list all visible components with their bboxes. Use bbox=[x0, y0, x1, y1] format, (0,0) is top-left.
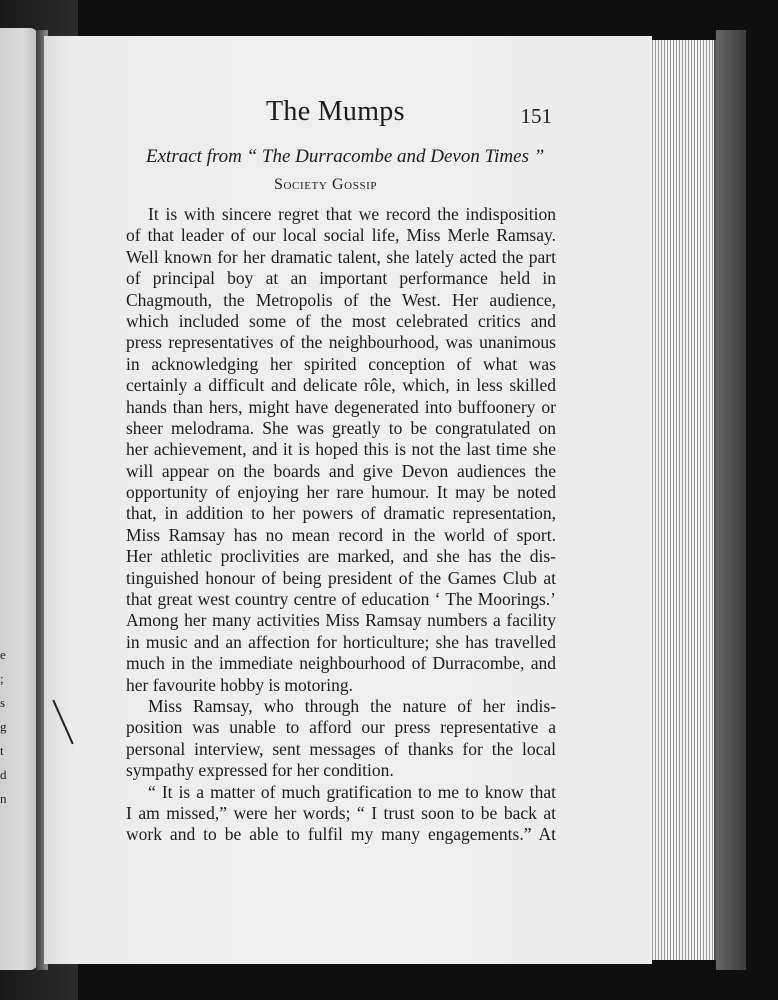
running-head bbox=[92, 96, 562, 132]
text-line: work and to be able to fulfil my many engagements.” At bbox=[126, 824, 556, 845]
previous-page-fragment: e bbox=[0, 647, 6, 662]
page-number: 151 bbox=[520, 104, 552, 128]
text-line: will appear on the boards and give Devon audiences the bbox=[126, 460, 556, 481]
text-line: Her athletic proclivities are marked, and she has the dis- bbox=[126, 546, 556, 567]
text-line: Miss Ramsay, who through the nature of her indis- bbox=[148, 695, 556, 716]
text-line: of principal boy at an important performance held in bbox=[126, 268, 556, 289]
text-line: personal interview, sent messages of thanks for the local bbox=[126, 738, 556, 759]
previous-page-edge bbox=[0, 28, 38, 970]
text-line: which included some of the most celebrated critics and bbox=[126, 310, 556, 331]
previous-page-fragment: s bbox=[0, 695, 6, 710]
text-line: her favourite hobby is motoring. bbox=[126, 674, 353, 695]
text-line: her achievement, and it is hoped this is not the last time she bbox=[126, 439, 556, 460]
text-line: press representatives of the neighbourhood, was unanimous bbox=[126, 332, 556, 353]
text-line: much in the immediate neighbourhood of Durracombe, and bbox=[126, 653, 556, 674]
text-line: that, in addition to her powers of dramatic representation, bbox=[126, 503, 556, 524]
previous-page-fragment: g bbox=[0, 719, 7, 734]
text-line: Among her many activities Miss Ramsay numbers a facility bbox=[126, 610, 556, 631]
text-line: opportunity of enjoying her rare humour. It may be noted bbox=[126, 482, 556, 503]
text-line: tinguished honour of being president of the Games Club at bbox=[126, 567, 556, 588]
previous-page-fragment: n bbox=[0, 791, 7, 806]
section-subheading: Society Gossip bbox=[274, 176, 378, 193]
text-line: position was unable to afford our press representative a bbox=[126, 717, 556, 738]
text-line: sheer melodrama. She was greatly to be congratulated on bbox=[126, 417, 556, 438]
body-text bbox=[126, 204, 556, 846]
text-line: Well known for her dramatic talent, she lately acted the part bbox=[126, 246, 556, 267]
text-line: sympathy expressed for her condition. bbox=[126, 760, 394, 781]
text-line: certainly a difficult and delicate rôle, which, in less skilled bbox=[126, 375, 556, 396]
book-cover-right bbox=[716, 30, 746, 970]
extract-heading: Extract from “ The Durracombe and Devon Times ” bbox=[146, 146, 545, 167]
text-line: “ It is a matter of much gratification to me to know that bbox=[148, 781, 556, 802]
text-line: It is with sincere regret that we record the indisposition bbox=[148, 204, 556, 224]
text-line: I am missed,” were her words; “ I trust soon to be back at bbox=[126, 802, 556, 823]
previous-page-fragment: t bbox=[0, 743, 4, 758]
previous-page-fragment: ; bbox=[0, 671, 4, 686]
page-title: The Mumps bbox=[266, 96, 405, 127]
previous-page-fragment: d bbox=[0, 767, 7, 782]
text-line: Chagmouth, the Metropolis of the West. Her audience, bbox=[126, 289, 556, 310]
text-line: of that leader of our local social life, Miss Merle Ramsay. bbox=[126, 225, 556, 246]
text-line: Miss Ramsay has no mean record in the world of sport. bbox=[126, 524, 556, 545]
text-line: in acknowledging her spirited conception of what was bbox=[126, 353, 556, 374]
text-line: in music and an affection for horticulture; she has travelled bbox=[126, 631, 556, 652]
text-line: hands than hers, might have degenerated into buffoonery or bbox=[126, 396, 556, 417]
text-line: that great west country centre of education ‘ The Moorings.’ bbox=[126, 589, 556, 610]
page-stack-edges bbox=[650, 40, 717, 960]
